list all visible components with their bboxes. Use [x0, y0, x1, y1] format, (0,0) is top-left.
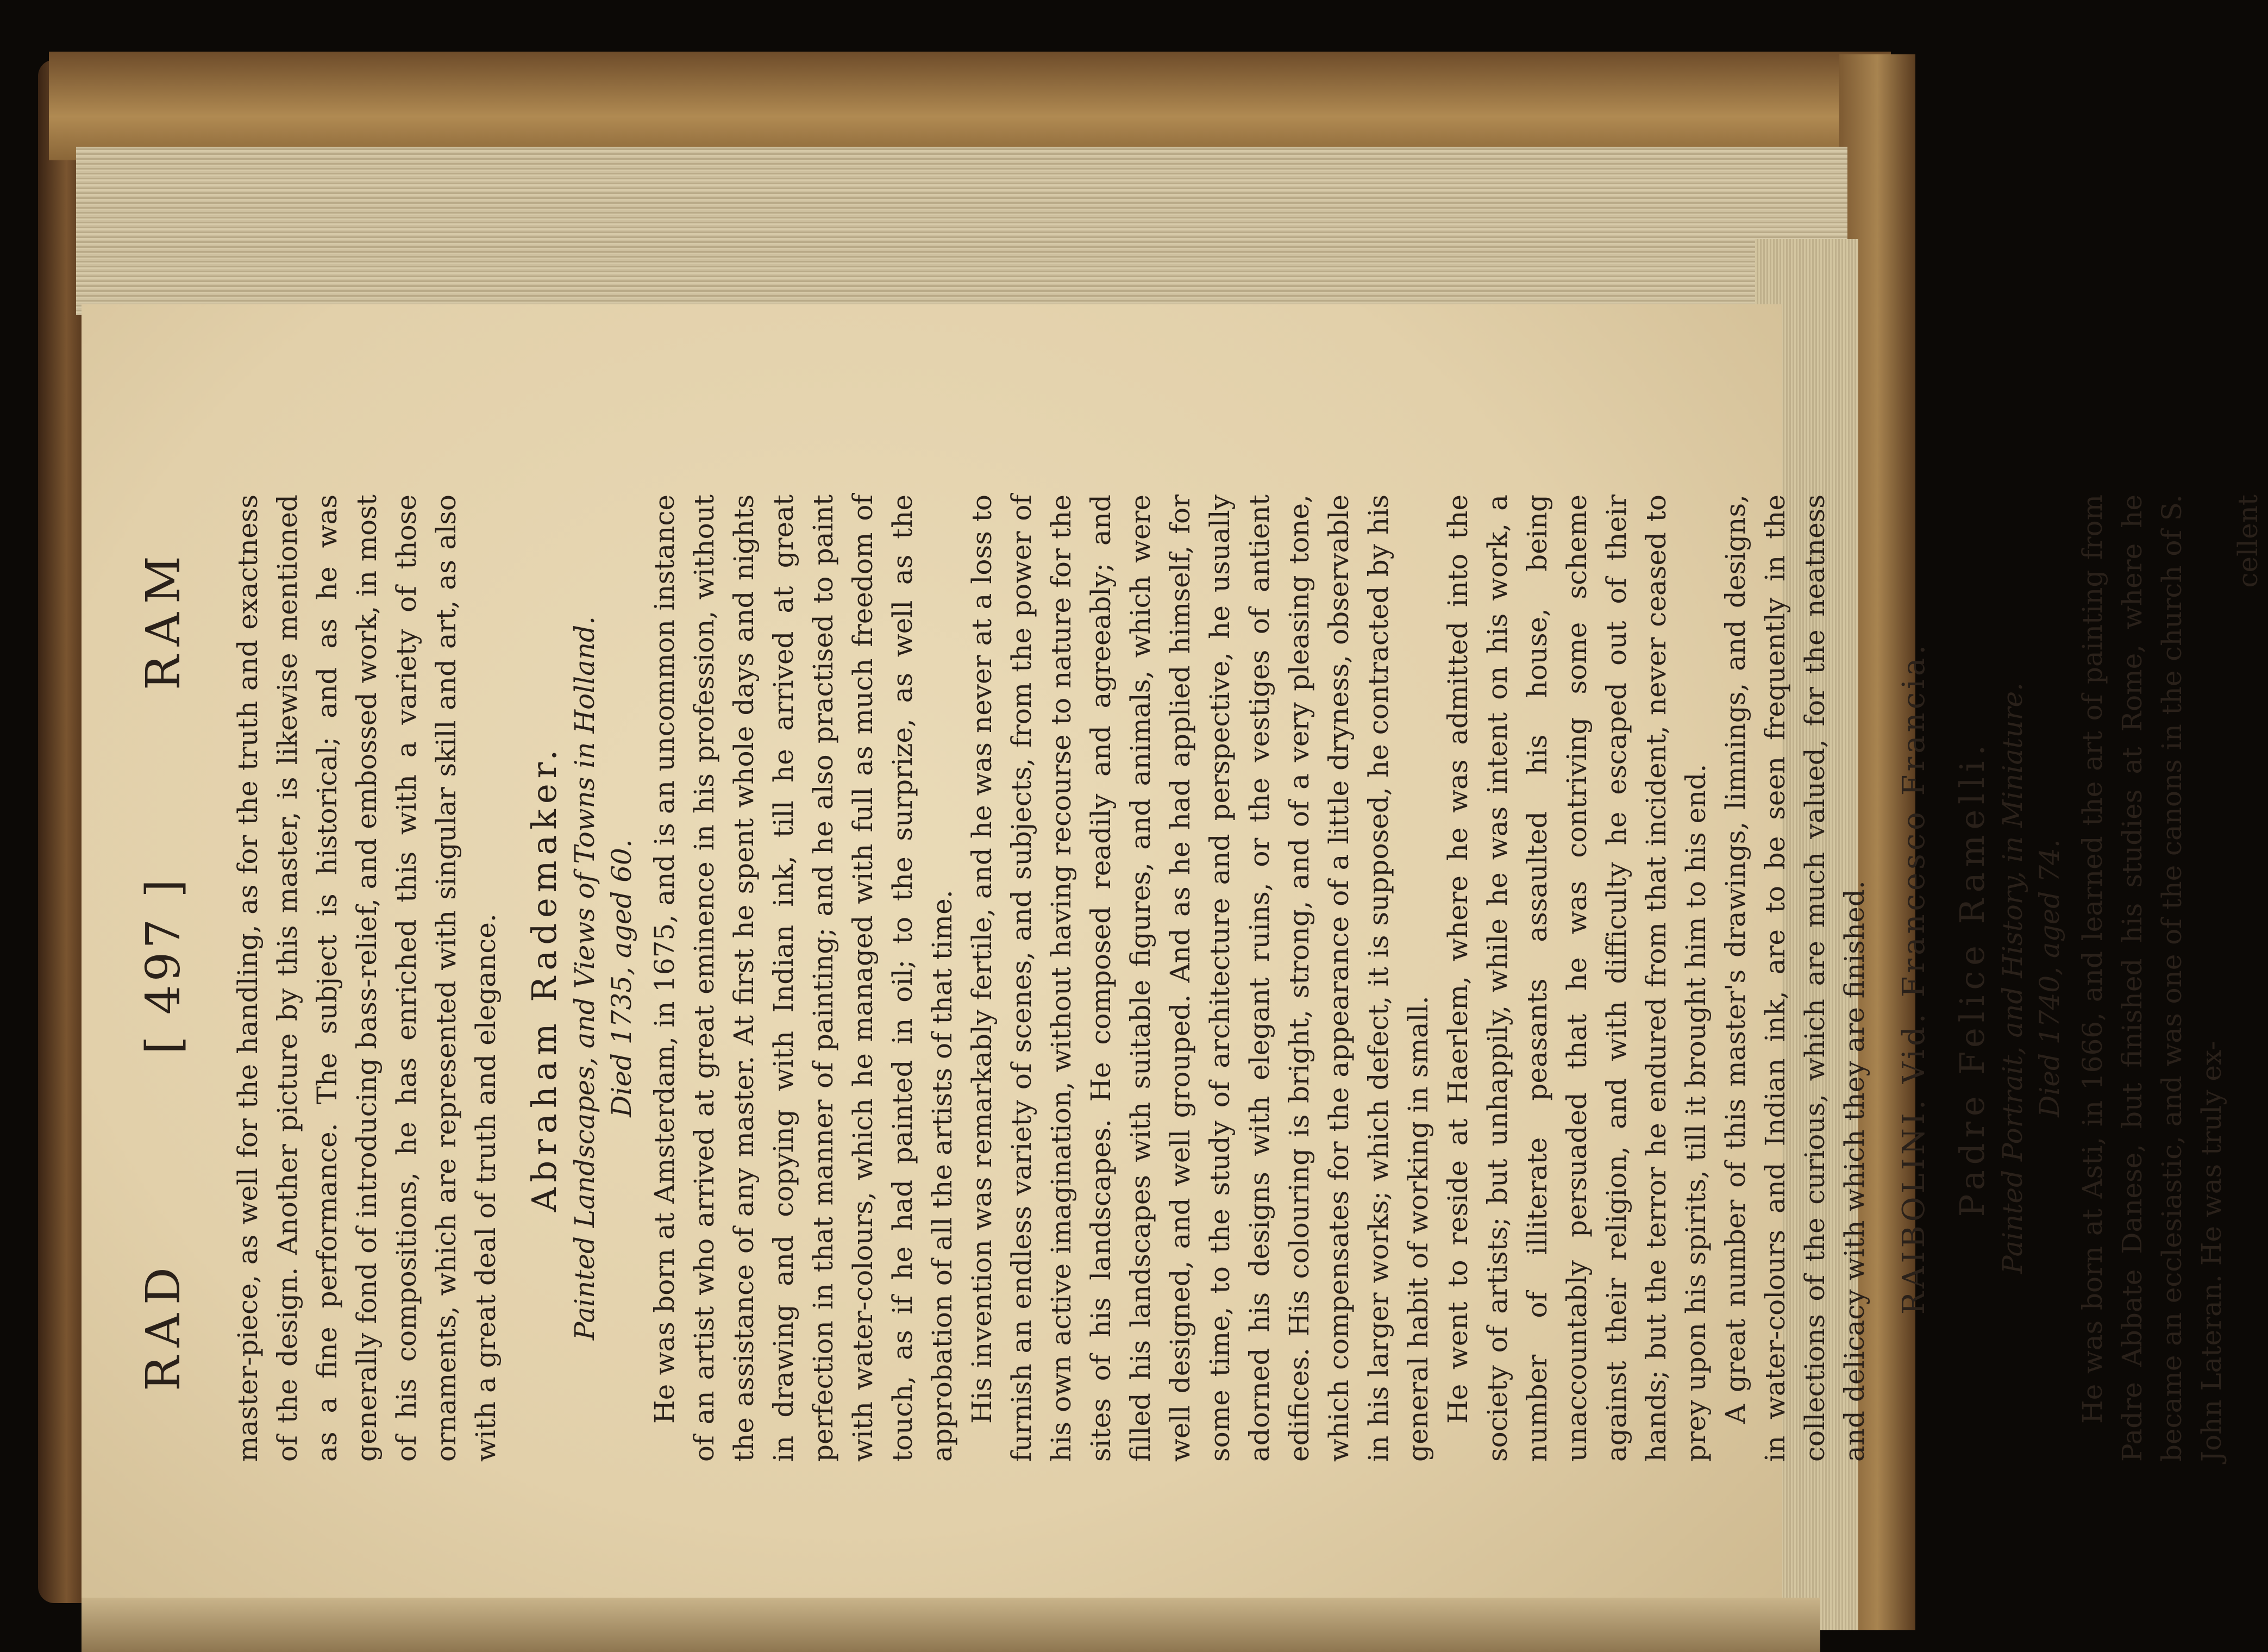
entry-heading-ramelli: Padre Felice Ramelli. [1952, 739, 1992, 1217]
body-paragraph: He went to reside at Haerlem, where he was admitted into the society of artists; but unhappily, while he was intent on his work, a number of illiterate peasants assaulted his house, being unaccountably persuaded that he was contriving some scheme against their religion, and with difficulty he escaped out of their hands; but the terror he endured from that incident, never ceased to prey upon his spirits, till it brought him to his end. [1442, 495, 1712, 1462]
entry-died-ramelli: Died 1740, aged 74. [2034, 839, 2065, 1117]
entry-died-rademaker: Died 1735, aged 60. [606, 839, 637, 1117]
running-head-right: RAM [136, 547, 191, 690]
entry-subtitle-ramelli: Painted Portrait, and History, in Miniature. [1997, 683, 2028, 1274]
book-cover-top [49, 52, 1891, 160]
running-head-left: RAD [136, 1259, 191, 1391]
running-head [136, 304, 204, 1652]
continuation-paragraph: master-piece, as well for the handling, as for the truth and exactness of the design. Another picture by this master, is likewise mentioned as a fine performance. The subject is historical; and as he was generally fond of introducing bass-relief, and embossed work, in most of his compositions, he has enriched this with a variety of those ornaments, which are represented with singular skill and art, as also with a great deal of truth and elegance. [232, 495, 502, 1462]
rotated-page-text [128, 304, 2264, 1652]
page-body [228, 495, 2268, 1462]
body-paragraph: He was born at Amsterdam, in 1675, and is an uncommon instance of an artist who arrived at great eminence in his profession, without the assistance of any master. At first he spent whole days and nights in drawing and copying with Indian ink, till he arrived at great perfection in that manner of painting; and he also practised to paint with water-colours, which he managed with full as much freedom of touch, as if he had painted in oil; to the surprize, as well as the approbation of all the artists of that time. [649, 495, 958, 1462]
body-paragraph: His invention was remarkably fertile, and he was never at a loss to furnish an endless variety of scenes, and subjects, from the power of his own active imagination, without having recourse to nature for the sites of his landscapes. He composed readily and agreeably; and filled his landscapes with suitable figures, and animals, which were well designed, and well grouped. And as he had applied himself, for some time, to the study of architecture and perspective, he usually adorned his designs with elegant ruins, or the vestiges of antient edifices. His colouring is bright, strong, and of a very pleasing tone, which compensates for the appearance of a little dryness, observable in his larger works; which defect, it is supposed, he contracted by his general habit of working in small. [966, 495, 1434, 1462]
catchword: cellent [2232, 495, 2264, 588]
page-number: [ 497 ] [136, 876, 191, 1054]
entry-heading-rademaker: Abraham Rademaker. [524, 744, 564, 1212]
body-paragraph: A great number of this master's drawings, limnings, and designs, in water-colours and Indian ink, are to be seen frequently in the collections of the curious, which are much valued, for the neatness and delicacy with which they are finished. [1720, 495, 1870, 1462]
entry-subtitle-rademaker: Painted Landscapes, and Views of Towns in Holland. [569, 616, 600, 1341]
cross-reference-raibolini: RAIBOLINI. Vid. Francesco Francia. [1896, 641, 1932, 1315]
page-edges-top [76, 147, 1847, 315]
body-paragraph: He was born at Asti, in 1666, and learned the art of painting from Padre Abbate Danese, but finished his studies at Rome, where he became an ecclesiastic, and was one of the canons in the church of S. John Lateran. He was truly ex- [2077, 495, 2227, 1462]
page-text-area [128, 304, 2264, 1652]
